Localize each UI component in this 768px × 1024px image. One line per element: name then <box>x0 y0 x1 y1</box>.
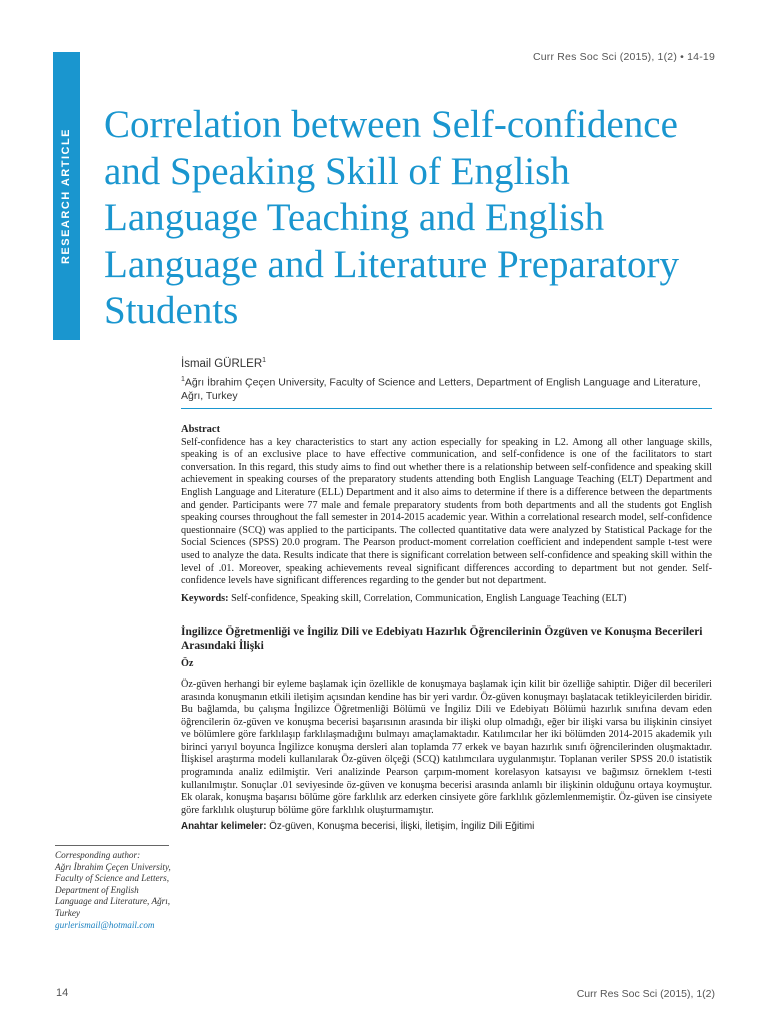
abstract-heading: Abstract <box>181 424 221 435</box>
turkish-title: İngilizce Öğretmenliği ve İngiliz Dili ve Edebiyatı Hazırlık Öğrencilerinin Özgüven ve Konuşma Becerileri Arasındaki İlişki <box>181 626 703 653</box>
page-number: 14 <box>56 987 69 999</box>
abstract-text: Self-confidence has a key characteristics to start any action especially for speaking in L2. Among all other language skills, speaking is of an exclusive place to have effective communication, and self-confidence is one of the facilitators to start conversation. In this regard, this study aims to find out whether there is a relationship between self-confidence and speaking skill achievement in speaking courses of the preparatory students attending both English Language Teaching (ELT) Department and English Language and Literature (ELL) Department and it also aims to determine if there is a difference between the departments and gender. Participants were 77 male and female preparatory students from both departments and all the students got English speaking courses throughout the fall semester in 2014-2015 academic year. Within a correlational research model, self-confidence questionnaire (SCQ) was applied to the participants. The collected quantitative data were analyzed by Statistical Package for the Social Sciences (SPSS) 20.0 program. The Pearson product-moment correlation coefficient and independent sample t-test were used to analyze the data. Results indicate that there is significant correlation between self-confidence and speaking skill within the level of .01. Moreover, speaking achievements reveal significant differences according to department but not gender. Self-confidence levels have significant differences regarding to the gender but not department. <box>181 436 712 587</box>
article-type-label: RESEARCH ARTICLE <box>60 127 73 265</box>
keywords-text: Self-confidence, Speaking skill, Correlation, Communication, English Language Teaching (ELT) <box>231 592 627 604</box>
journal-citation-footer: Curr Res Soc Sci (2015), 1(2) <box>576 988 715 1000</box>
corresponding-author <box>55 850 175 931</box>
anahtar-label: Anahtar kelimeler: <box>181 821 267 833</box>
corresponding-divider <box>55 845 169 846</box>
corresponding-label: Corresponding author: <box>55 850 141 860</box>
oz-heading: Öz <box>181 658 194 670</box>
author-affiliation: $^1$Ağrı İbrahim Çeçen University, Faculty of Science and Letters, Department of English Language and Literature, Ağrı, Turkey <box>181 375 701 403</box>
journal-citation-header: Curr Res Soc Sci (2015), 1(2) • 14-19 <box>532 51 715 63</box>
anahtar-kelimeler <box>181 821 712 834</box>
article-body <box>181 424 712 834</box>
keywords <box>181 593 712 606</box>
header-divider <box>181 408 712 409</box>
keywords-label: Keywords: <box>181 592 229 604</box>
anahtar-text: Öz-güven, Konuşma becerisi, İlişki, İletişim, İngiliz Dili Eğitimi <box>269 821 535 833</box>
corresponding-address: Ağrı İbrahim Çeçen University, Faculty of Science and Letters, Department of English Language and Literature, Ağrı, Turkey <box>55 861 171 918</box>
corresponding-email-link[interactable]: gurlerismail@hotmail.com <box>55 919 155 930</box>
article-title: Correlation between Self-confidence and Speaking Skill of English Language Teaching and English Language and Literature Preparatory Students <box>104 103 679 332</box>
author-block <box>181 357 711 403</box>
author-name: İsmail GÜRLER$^1$ <box>181 357 267 370</box>
oz-text: Öz-güven herhangi bir eyleme başlamak için özellikle de konuşmaya başlamak için kilit bir özelliğe sahiptir. Diğer dil becerileri arasında konuşmanın etkili iletişim açısından kendine has bir yeri vardır. Öz-güven konuşmayı başlatacak tetikleyicilerden biridir. Bu bağlamda, bu çalışma İngilizce Öğretmenliği Bölümü ve İngiliz Dili ve Edebiyatı Bölümü hazırlık sınıfına devam eden öğrencilerin öz-güven ve konuşma becerisi başarısının arasında bir ilişki olup olmadığı, eğer bir ilişki varsa bu ilişkinin cinsiyet ve bölümlere göre farklılaşıp farklılaşmadığını bulmayı amaçlamaktadır. Katılımcılar her iki bölümden 2014-2015 akademik yılı birinci yarıyıl boyunca İngilizce konuşma dersleri alan toplamda 77 erkek ve bayan hazırlık sınıfı öğrencilerinden oluşmaktadır. İlişkisel araştırma modeli kullanılarak Öz-güven ölçeği (SCQ) katılımcılara uygulanmıştır. Toplanan veriler SPSS 20.0 istatistik programında analiz edilmiştir. Veri analizinde Pearson çarpım-moment korelasyon katsayısı ve bağımsız örneklem t-testi kullanılmıştır. Sonuçlar .01 seviyesinde öz-güven ve konuşma becerisi arasında anlamlı bir ilişkinin olduğunu ortaya koymuştur. Ek olarak, konuşma başarısı bölüme göre farklılık arz ederken cinsiyete göre farklılık gözlemlenmemiştir. Öz-güven ise cinsiyete göre farklılık oluşturup bölüme göre farklılık oluşturmamıştır. <box>181 678 712 816</box>
